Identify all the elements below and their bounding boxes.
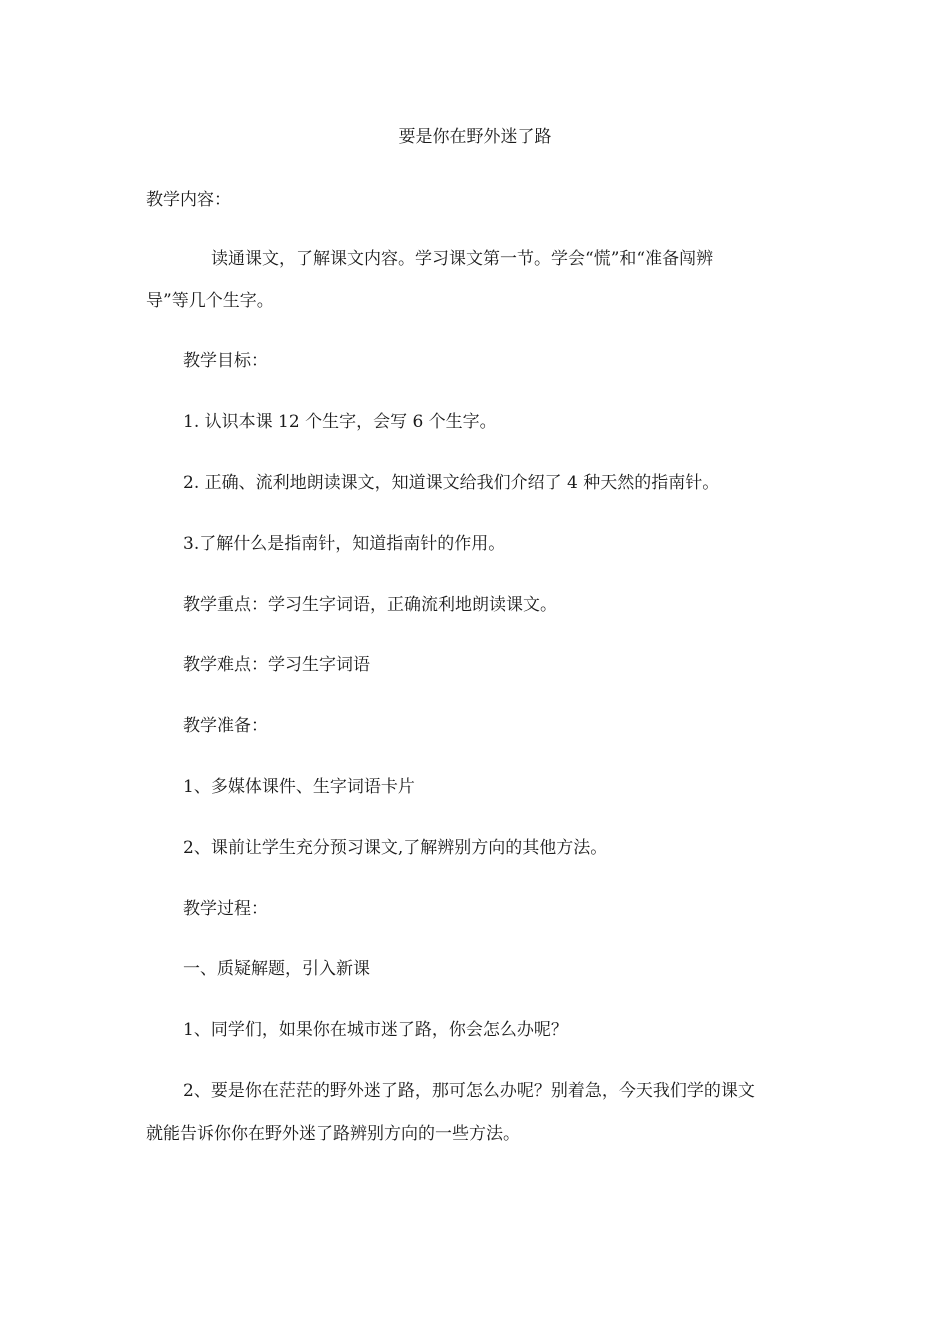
document-title: 要是你在野外迷了路 xyxy=(398,127,552,147)
goal-item-2: 2. 正确、流利地朗读课文，知道课文给我们介绍了 4 种天然的指南针。 xyxy=(183,473,720,493)
prep-item-1: 1、多媒体课件、生字词语卡片 xyxy=(183,777,415,797)
content-paragraph-line-1: 读通课文，了解课文内容。学习课文第一节。学会“慌”和“准备闯辨 xyxy=(211,249,714,269)
section-heading-1: 一、质疑解题，引入新课 xyxy=(183,959,370,979)
content-paragraph-line-2: 导”等几个生字。 xyxy=(146,291,274,311)
process-heading: 教学过程： xyxy=(183,899,268,919)
goals-heading: 教学目标： xyxy=(183,351,268,371)
goal-item-1: 1. 认识本课 12 个生字，会写 6 个生字。 xyxy=(183,412,497,432)
step-item-2-line-1: 2、要是你在茫茫的野外迷了路，那可怎么办呢？别着急，今天我们学的课文 xyxy=(183,1081,755,1101)
prep-item-2: 2、课前让学生充分预习课文,了解辨别方向的其他方法。 xyxy=(183,838,608,858)
prep-heading: 教学准备： xyxy=(183,716,268,736)
goal-item-3: 3.了解什么是指南针，知道指南针的作用。 xyxy=(183,534,506,554)
key-point: 教学重点：学习生字词语，正确流利地朗读课文。 xyxy=(183,595,557,615)
step-item-1: 1、同学们，如果你在城市迷了路，你会怎么办呢？ xyxy=(183,1020,568,1040)
step-item-2-line-2: 就能告诉你你在野外迷了路辨别方向的一些方法。 xyxy=(146,1124,520,1144)
difficulty-point: 教学难点：学习生字词语 xyxy=(183,655,370,675)
content-heading: 教学内容： xyxy=(146,190,231,210)
